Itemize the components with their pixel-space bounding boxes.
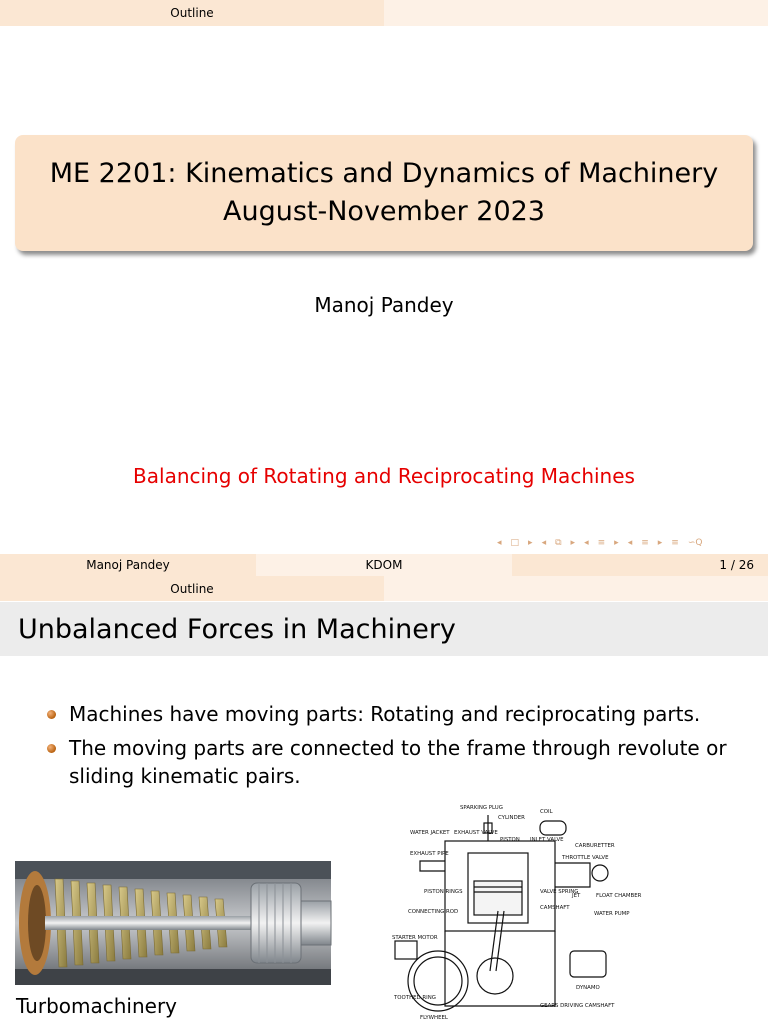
bullet-list	[44, 700, 754, 796]
list-item	[44, 700, 754, 728]
label-carburetter: CARBURETTER	[575, 843, 615, 849]
label-coil: COIL	[540, 809, 553, 815]
author-name: Manoj Pandey	[314, 293, 454, 317]
label-piston-rings: PISTON RINGS	[424, 889, 463, 895]
label-exhaust-pipe: EXHAUST PIPE	[410, 851, 449, 857]
header-bar-right	[384, 576, 768, 601]
header-bar	[0, 0, 768, 26]
search-icon[interactable]: ∽Q	[687, 538, 703, 548]
section-next-icon[interactable]: ▸	[570, 538, 576, 548]
section-prev-icon[interactable]: ◂	[541, 538, 547, 548]
section-icon[interactable]: ⧉	[555, 538, 562, 548]
footer-short-title: KDOM	[256, 554, 512, 576]
subsubsection-prev-icon[interactable]: ◂	[627, 538, 633, 548]
turbomachinery-caption: Turbomachinery	[16, 994, 178, 1018]
footer-bar	[0, 554, 768, 576]
footer-author: Manoj Pandey	[0, 554, 256, 576]
subsection-icon[interactable]: ≡	[597, 538, 606, 548]
label-exhaust-valve: EXHAUST VALVE	[454, 830, 498, 836]
frame-prev-icon[interactable]: ◂	[497, 538, 502, 548]
label-jet: JET	[572, 893, 581, 899]
label-gears-driving-camshaft: GEARS DRIVING CAMSHAFT	[540, 1003, 615, 1009]
label-camshaft: CAMSHAFT	[540, 905, 570, 911]
label-flywheel: FLYWHEEL	[420, 1015, 448, 1021]
header-section-link[interactable]: Outline	[0, 0, 384, 26]
presentation-subtitle: Balancing of Rotating and Reciprocating Machines	[133, 464, 635, 488]
label-water-pump: WATER PUMP	[594, 911, 630, 917]
subsection-prev-icon[interactable]: ◂	[584, 538, 589, 548]
content-slide	[0, 576, 768, 1024]
label-connecting-rod: CONNECTING ROD	[408, 909, 459, 915]
beamer-navigation	[497, 536, 762, 550]
label-dynamo: DYNAMO	[576, 985, 600, 991]
label-piston: PISTON	[500, 837, 520, 843]
frame-icon[interactable]: □	[510, 538, 520, 548]
presentation-title: ME 2201: Kinematics and Dynamics of Machinery	[49, 158, 719, 189]
label-toothed-ring: TOOTHED RING	[394, 995, 436, 1001]
label-valve-spring: VALVE SPRING	[540, 889, 579, 895]
header-bar-right	[384, 0, 768, 26]
label-starter-motor: STARTER MOTOR	[392, 935, 438, 941]
footer-page-number: 1 / 26	[512, 554, 768, 576]
header-section-link[interactable]: Outline	[0, 576, 384, 601]
bullet-icon	[47, 710, 56, 719]
frame-next-icon[interactable]: ▸	[528, 538, 533, 548]
subsection-next-icon[interactable]: ▸	[614, 538, 619, 548]
presentation-term: August-November 2023	[223, 196, 545, 227]
label-float-chamber: FLOAT CHAMBER	[596, 893, 642, 899]
label-sparking-plug: SPARKING PLUG	[460, 805, 503, 811]
subsubsection-next-icon[interactable]: ▸	[657, 538, 663, 548]
frame-title: Unbalanced Forces in Machinery	[18, 613, 456, 645]
bullet-text: The moving parts are connected to the frame through revolute or sliding kinematic pairs.	[69, 736, 727, 788]
bullet-text: Machines have moving parts: Rotating and reciprocating parts.	[69, 702, 701, 726]
frame-title-bar	[0, 602, 768, 656]
bullet-icon	[47, 744, 56, 753]
label-inlet-valve: INLET VALVE	[530, 837, 564, 843]
label-water-jacket: WATER JACKET	[410, 830, 450, 836]
list-item	[44, 734, 754, 790]
engine-cutaway-diagram	[390, 801, 642, 1024]
toc-icon[interactable]: ≡	[671, 538, 679, 548]
header-bar	[0, 576, 768, 601]
label-throttle-valve: THROTTLE VALVE	[562, 855, 609, 861]
turbomachinery-image	[15, 861, 331, 985]
label-cylinder: CYLINDER	[498, 815, 525, 821]
title-box	[15, 135, 753, 251]
subsubsection-icon[interactable]: ≡	[641, 538, 649, 548]
